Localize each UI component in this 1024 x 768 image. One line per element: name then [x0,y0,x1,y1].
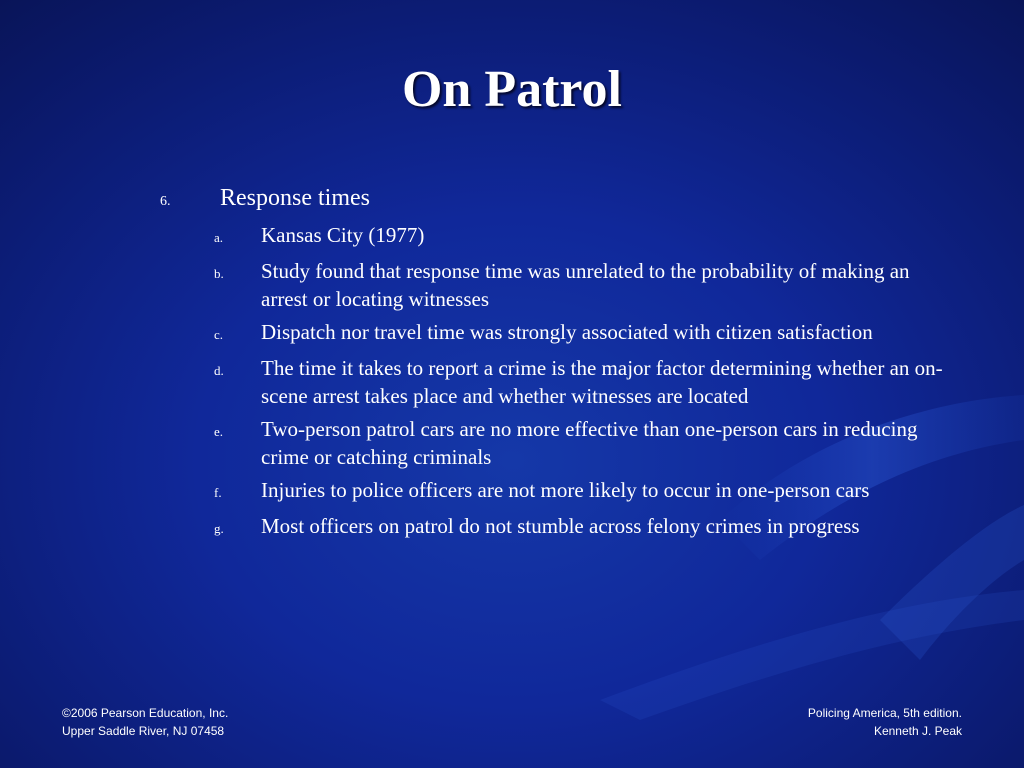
slide-body [160,183,960,548]
sub-item-text: Study found that response time was unrelated to the probability of making an arrest or locating witnesses [261,259,910,311]
sub-item-text: Two-person patrol cars are no more effective than one-person cars in reducing crime or catching criminals [261,417,918,469]
sub-item-letter: e. [214,424,224,439]
list-item [214,221,960,252]
sub-item-letter: c. [214,327,224,342]
list-item [214,354,960,410]
sub-item-text: The time it takes to report a crime is the major factor determining whether an on-scene arrest takes place and whether witnesses are located [261,356,943,408]
footer-book-info [808,704,962,740]
footer-left-line2: Upper Saddle River, NJ 07458 [62,724,225,738]
footer-right-line2: Kenneth J. Peak [873,724,962,738]
sub-item-letter: g. [214,521,224,536]
sub-item-letter: d. [214,363,224,378]
sub-item-letter: b. [214,266,224,281]
sub-item-text: Dispatch nor travel time was strongly associated with citizen satisfaction [261,320,873,344]
main-item-number: 6. [160,194,171,209]
list-item [214,318,960,349]
main-item-text: Response times [220,185,370,211]
sub-item-text: Injuries to police officers are not more likely to occur in one-person cars [261,478,870,502]
footer-right-line1: Policing America, 5th edition. [807,706,962,720]
sub-item-letter: f. [214,485,222,500]
footer-left-line1: ©2006 Pearson Education, Inc. [62,706,229,720]
sub-item-text: Kansas City (1977) [261,223,425,247]
sub-item-letter: a. [214,230,224,245]
list-item [214,476,960,507]
slide-title: On Patrol [401,61,623,118]
footer-copyright [62,704,228,740]
list-item-main [160,183,960,217]
list-item [214,415,960,471]
list-item [214,257,960,313]
list-item [214,512,960,543]
sub-item-text: Most officers on patrol do not stumble across felony crimes in progress [261,514,860,538]
